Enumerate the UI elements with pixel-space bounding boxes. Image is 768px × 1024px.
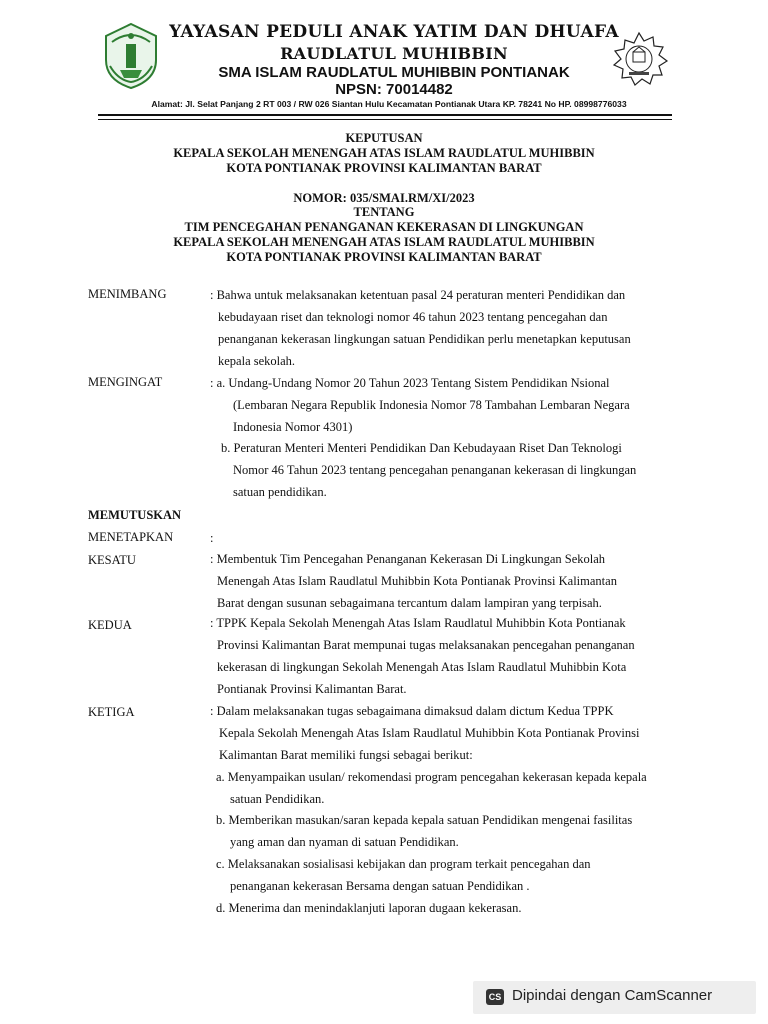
decree-subject-line3: KOTA PONTIANAK PROVINSI KALIMANTAN BARAT	[226, 250, 542, 264]
decree-subject-line2: KEPALA SEKOLAH MENENGAH ATAS ISLAM RAUDLATUL MUHIBBIN	[173, 235, 595, 249]
decree-issuer: KEPALA SEKOLAH MENENGAH ATAS ISLAM RAUDLATUL MUHIBBIN	[173, 146, 595, 160]
mengingat-item-b: b. Peraturan Menteri Menteri Pendidikan Dan Kebudayaan Riset Dan Teknologi	[221, 441, 622, 455]
ketiga-item-c-line: penanganan kekerasan Bersama dengan satuan Pendidikan .	[230, 879, 530, 893]
ketiga-item-c: c. Melaksanakan sosialisasi kebijakan dan program terkait pencegahan dan	[216, 857, 591, 871]
mengingat-item-a-line: Indonesia Nomor 4301)	[233, 420, 353, 434]
decree-number: NOMOR: 035/SMAI.RM/XI/2023	[293, 191, 475, 205]
ketiga-line: : Dalam melaksanakan tugas sebagaimana dimaksud dalam dictum Kedua TPPK	[210, 704, 614, 718]
camscanner-icon: CS	[486, 989, 504, 1005]
mengingat-item-b-line: satuan pendidikan.	[233, 485, 327, 499]
foundation-name-line2: RAUDLATUL MUHIBBIN	[280, 44, 508, 63]
mengingat-item-a: : a. Undang-Undang Nomor 20 Tahun 2023 Tentang Sistem Pendidikan Nsional	[210, 376, 610, 390]
ketiga-line: Kalimantan Barat memiliki fungsi sebagai berikut:	[219, 748, 473, 762]
foundation-name: YAYASAN PEDULI ANAK YATIM DAN DHUAFA	[169, 22, 619, 42]
mengingat-item-a-line: (Lembaran Negara Republik Indonesia Nomor 78 Tambahan Lembaran Negara	[233, 398, 630, 412]
school-address: Alamat: Jl. Selat Panjang 2 RT 003 / RW 026 Siantan Hulu Kecamatan Pontianak Utara KP. 78241 No HP. 08998776033	[151, 99, 627, 109]
menetapkan-colon: :	[210, 531, 214, 545]
ketiga-item-b-line: yang aman dan nyaman di satuan Pendidikan.	[230, 835, 459, 849]
decree-issuer-location: KOTA PONTIANAK PROVINSI KALIMANTAN BARAT	[226, 161, 542, 175]
kedua-label: KEDUA	[88, 618, 132, 632]
kedua-line: Provinsi Kalimantan Barat mempunai tugas melaksanakan pencegahan penanganan	[217, 638, 635, 652]
memutuskan-label: MEMUTUSKAN	[88, 508, 182, 522]
mengingat-item-b-line: Nomor 46 Tahun 2023 tentang pencegahan penanganan kekerasan di lingkungan	[233, 463, 637, 477]
letterhead-divider-thick	[98, 114, 672, 116]
ketiga-label: KETIGA	[88, 705, 135, 719]
kesatu-line: Barat dengan susunan sebagaimana tercantum dalam lampiran yang terpisah.	[217, 596, 602, 610]
decree-heading: KEPUTUSAN	[345, 131, 423, 145]
ketiga-item-a-line: satuan Pendidikan.	[230, 792, 325, 806]
ketiga-item-b: b. Memberikan masukan/saran kepada kepala satuan Pendidikan mengenai fasilitas	[216, 813, 633, 827]
scanner-watermark	[473, 981, 756, 1014]
kesatu-line: : Membentuk Tim Pencegahan Penanganan Kekerasan Di Lingkungan Sekolah	[210, 552, 606, 566]
menimbang-line: penanganan kekerasan lingkungan satuan Pendidikan perlu menetapkan keputusan	[218, 332, 631, 346]
menimbang-line: kepala sekolah.	[218, 354, 296, 368]
menimbang-label: MENIMBANG	[88, 287, 167, 301]
school-npsn: NPSN: 70014482	[335, 81, 453, 98]
menetapkan-label: MENETAPKAN	[88, 530, 174, 544]
kedua-line: kekerasan di lingkungan Sekolah Menengah Atas Islam Raudlatul Muhibbin Kota	[217, 660, 627, 674]
menimbang-line: kebudayaan riset dan teknologi nomor 46 tahun 2023 tentang pencegahan dan	[218, 310, 608, 324]
decree-about-label: TENTANG	[353, 205, 415, 219]
kedua-line: : TPPK Kepala Sekolah Menengah Atas Islam Raudlatul Muhibbin Kota Pontianak	[210, 616, 626, 630]
kedua-line: Pontianak Provinsi Kalimantan Barat.	[217, 682, 407, 696]
kesatu-line: Menengah Atas Islam Raudlatul Muhibbin Kota Pontianak Provinsi Kalimantan	[217, 574, 617, 588]
menimbang-line: : Bahwa untuk melaksanakan ketentuan pasal 24 peraturan menteri Pendidikan dan	[210, 288, 626, 302]
decree-subject-line1: TIM PENCEGAHAN PENANGANAN KEKERASAN DI LINGKUNGAN	[184, 220, 584, 234]
mengingat-label: MENGINGAT	[88, 375, 163, 389]
kesatu-label: KESATU	[88, 553, 136, 567]
ketiga-line: Kepala Sekolah Menengah Atas Islam Raudlatul Muhibbin Kota Pontianak Provinsi	[219, 726, 640, 740]
ketiga-item-d: d. Menerima dan menindaklanjuti laporan dugaan kekerasan.	[216, 901, 522, 915]
ketiga-item-a: a. Menyampaikan usulan/ rekomendasi program pencegahan kekerasan kepada kepala	[216, 770, 647, 784]
school-name: SMA ISLAM RAUDLATUL MUHIBBIN PONTIANAK	[218, 64, 570, 81]
letterhead-divider-thin	[98, 119, 672, 120]
scanner-watermark-text: Dipindai dengan CamScanner	[512, 987, 713, 1004]
